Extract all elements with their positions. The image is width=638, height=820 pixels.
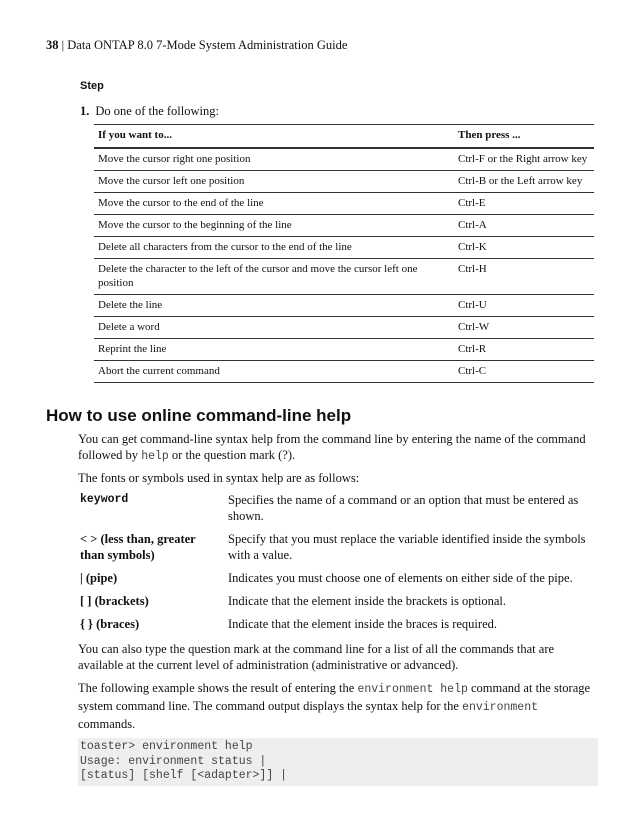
example-text-2: command at the storage system command line. The command output displays the syntax help for the bbox=[78, 681, 591, 713]
syntax-row bbox=[78, 591, 598, 614]
table-row bbox=[94, 259, 594, 295]
action-cell: Delete a word bbox=[94, 317, 454, 339]
code-example-block bbox=[78, 738, 598, 786]
table-row bbox=[94, 237, 594, 259]
keys-cell: Ctrl-B or the Left arrow key bbox=[454, 171, 594, 193]
table-row bbox=[94, 339, 594, 361]
table-row bbox=[94, 295, 594, 317]
action-cell: Move the cursor right one position bbox=[94, 148, 454, 171]
action-cell: Move the cursor to the beginning of the line bbox=[94, 215, 454, 237]
code-line: [status] [shelf [<adapter>]] | bbox=[80, 769, 288, 782]
action-cell: Reprint the line bbox=[94, 339, 454, 361]
syntax-row bbox=[78, 529, 598, 568]
syntax-term: { } (braces) bbox=[80, 617, 140, 631]
action-cell: Delete all characters from the cursor to the end of the line bbox=[94, 237, 454, 259]
syntax-term: < > (less than, greater than symbols) bbox=[80, 532, 196, 562]
syntax-desc: Specifies the name of a command or an option that must be entered as shown. bbox=[228, 493, 579, 523]
keys-cell: Ctrl-W bbox=[454, 317, 594, 339]
table-row bbox=[94, 317, 594, 339]
step-instruction bbox=[80, 104, 219, 119]
table-row bbox=[94, 361, 594, 383]
table-header-row bbox=[94, 125, 594, 149]
example-text-3: commands. bbox=[78, 717, 136, 731]
example-code-environment-help: environment help bbox=[357, 683, 468, 696]
example-paragraph bbox=[78, 680, 598, 732]
keys-cell: Ctrl-E bbox=[454, 193, 594, 215]
syntax-term: | (pipe) bbox=[80, 571, 118, 585]
example-text-1: The following example shows the result of entering the bbox=[78, 681, 358, 695]
action-cell: Abort the current command bbox=[94, 361, 454, 383]
syntax-term: keyword bbox=[80, 493, 129, 506]
intro-paragraph bbox=[78, 431, 598, 465]
action-cell: Delete the line bbox=[94, 295, 454, 317]
keys-cell: Ctrl-U bbox=[454, 295, 594, 317]
syntax-term: [ ] (brackets) bbox=[80, 594, 149, 608]
example-code-environment: environment bbox=[462, 701, 538, 714]
keys-cell: Ctrl-A bbox=[454, 215, 594, 237]
keys-cell: Ctrl-H bbox=[454, 259, 594, 295]
column-header-action: If you want to... bbox=[94, 125, 454, 149]
keys-cell: Ctrl-C bbox=[454, 361, 594, 383]
question-mark-paragraph: You can also type the question mark at the command line for a list of all the commands that are available at the current level of administration (administrative or advanced). bbox=[78, 642, 555, 672]
action-cell: Delete the character to the left of the cursor and move the cursor left one position bbox=[94, 259, 454, 295]
intro-text-2: or the question mark (?). bbox=[168, 448, 296, 462]
keys-cell: Ctrl-R bbox=[454, 339, 594, 361]
header-separator: | bbox=[61, 38, 65, 52]
action-cell: Move the cursor to the end of the line bbox=[94, 193, 454, 215]
syntax-row bbox=[78, 490, 598, 529]
intro-code-help: help bbox=[141, 450, 169, 463]
syntax-table bbox=[78, 490, 598, 637]
section-title: How to use online command-line help bbox=[46, 406, 352, 425]
syntax-row bbox=[78, 614, 598, 637]
code-line: toaster> environment help bbox=[80, 740, 253, 753]
step-number: 1. bbox=[80, 104, 90, 118]
syntax-desc: Specify that you must replace the variable identified inside the symbols with a value. bbox=[228, 532, 586, 562]
step-text: Do one of the following: bbox=[95, 104, 219, 118]
fonts-intro-paragraph: The fonts or symbols used in syntax help are as follows: bbox=[78, 471, 360, 485]
intro-text-1: You can get command-line syntax help from the command line by entering the name of the command followed by bbox=[78, 432, 586, 462]
table-row bbox=[94, 171, 594, 193]
page-header bbox=[46, 38, 347, 53]
book-title: Data ONTAP 8.0 7-Mode System Administration Guide bbox=[67, 38, 348, 52]
table-row bbox=[94, 215, 594, 237]
keys-cell: Ctrl-K bbox=[454, 237, 594, 259]
syntax-row bbox=[78, 568, 598, 591]
page-number: 38 bbox=[46, 38, 59, 52]
table-row bbox=[94, 148, 594, 171]
syntax-desc: Indicate that the element inside the brackets is optional. bbox=[228, 594, 507, 608]
column-header-keys: Then press ... bbox=[454, 125, 594, 149]
shortcut-table bbox=[94, 124, 594, 383]
action-cell: Move the cursor left one position bbox=[94, 171, 454, 193]
table-row bbox=[94, 193, 594, 215]
step-heading: Step bbox=[80, 80, 104, 92]
syntax-desc: Indicate that the element inside the braces is required. bbox=[228, 617, 497, 631]
code-line: Usage: environment status | bbox=[80, 754, 267, 768]
keys-cell: Ctrl-F or the Right arrow key bbox=[454, 148, 594, 171]
syntax-desc: Indicates you must choose one of elements on either side of the pipe. bbox=[228, 571, 573, 585]
